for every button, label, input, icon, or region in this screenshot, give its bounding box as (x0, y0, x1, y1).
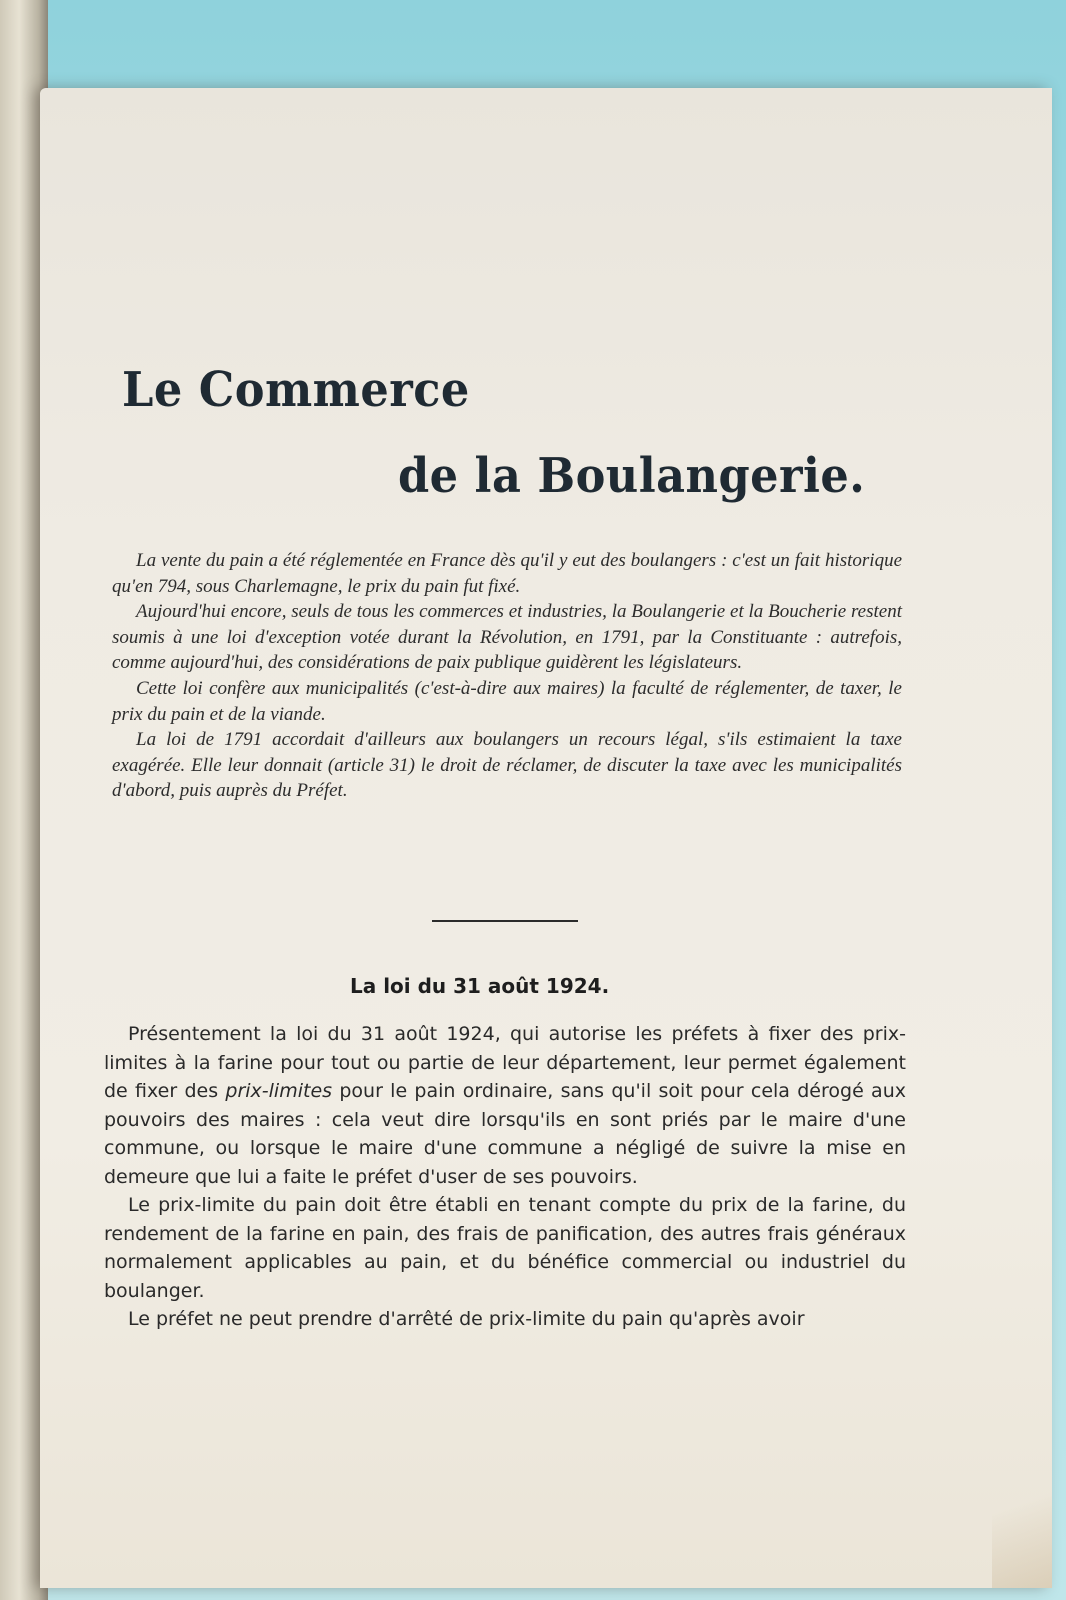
intro-paragraph: La vente du pain a été réglementée en France dès qu'il y eut des boulangers : c'est un fait historique qu'en 794, sous Charlemagne, le prix du pain fut fixé. (112, 550, 902, 597)
emphasized-term: prix-limites (225, 1080, 333, 1102)
page-title-line-1: Le Commerce (122, 362, 470, 418)
section-heading: La loi du 31 août 1924. (350, 974, 610, 998)
body-text-run: Présentement la loi du 31 août 1924, qui autorise les préfets à fixer des prix-limites à la farine pour tout ou partie de leur département, leur permet également de fixer des (104, 1023, 906, 1102)
body-text-run: pour le pain ordinaire, sans qu'il soit pour cela dérogé aux pouvoirs des maires : cela veut dire lorsqu'ils en sont priés par le maire d'une commune, ou lorsque le maire d'une commune a négligé de suivre la mise en demeure que lui a faite le préfet d'user de ses pouvoirs. (104, 1080, 906, 1188)
page-title-line-2: de la Boulangerie. (398, 448, 866, 504)
body-paragraph: Le prix-limite du pain doit être établi en tenant compte du prix de la farine, du rendement de la farine en pain, des frais de panification, des autres frais généraux normalement applicables au pain, et du bénéfice commercial ou industriel du boulanger. (104, 1194, 906, 1302)
intro-paragraph: La loi de 1791 accordait d'ailleurs aux boulangers un recours légal, s'ils estimaient la taxe exagérée. Elle leur donnait (article 31) le droit de réclamer, de discuter la taxe avec les municipalités d'abord, puis auprès du Préfet. (112, 729, 902, 802)
book-page (40, 88, 1052, 1588)
intro-paragraph: Cette loi confère aux municipalités (c'est-à-dire aux maires) la faculté de réglementer, de taxer, le prix du pain et de la viande. (112, 677, 902, 725)
section-divider (432, 920, 578, 922)
body-paragraph: Le préfet ne peut prendre d'arrêté de prix-limite du pain qu'après avoir (128, 1308, 805, 1330)
body-paragraph (104, 1020, 906, 1191)
intro-paragraph: Aujourd'hui encore, seuls de tous les commerces et industries, la Boulangerie et la Boucherie restent soumis à une loi d'exception votée durant la Révolution, en 1791, par la Constituante : autrefois, comme aujourd'hui, des considérations de paix publique guidèrent les législateurs. (112, 601, 902, 674)
section-body (104, 1020, 906, 1334)
intro-text (112, 548, 902, 804)
